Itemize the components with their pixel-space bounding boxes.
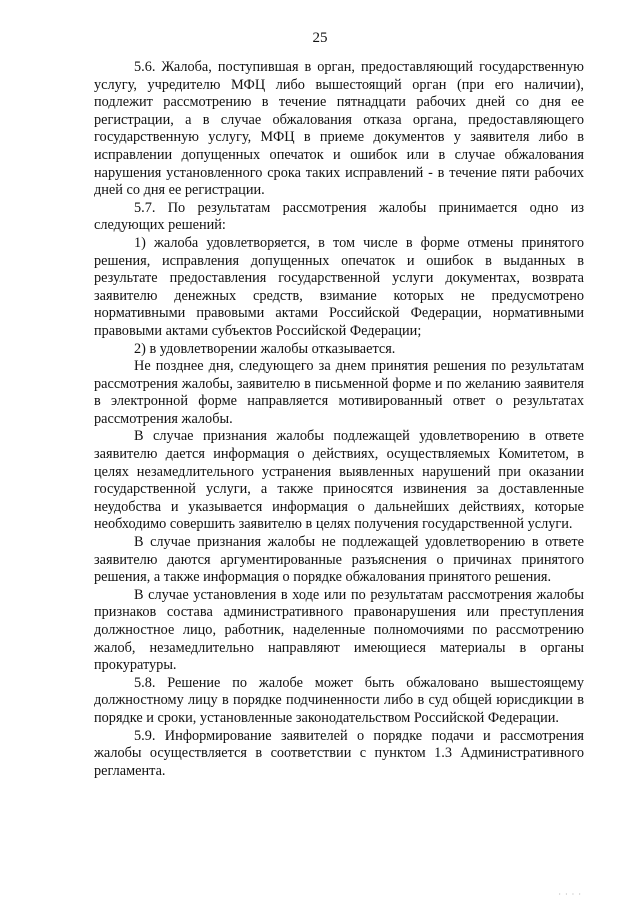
paragraph-5-7: 5.7. По результатам рассмотрения жалобы принимается одно из следующих решений:: [94, 199, 584, 234]
document-body: [94, 59, 584, 780]
paragraph-complaint-rejected: В случае признания жалобы не подлежащей удовлетворению в ответе заявителю даются аргументированные разъяснения о причинах принятого решения, а также информация о порядке обжалования принятого решения.: [94, 534, 584, 586]
paragraph-response-deadline: Не позднее дня, следующего за днем принятия решения по результатам рассмотрения жалобы, заявителю в письменной форме и по желанию заявителя в электронной форме направляется мотивированный ответ о результатах рассмотрения жалобы.: [94, 358, 584, 427]
paragraph-5-8: 5.8. Решение по жалобе может быть обжаловано вышестоящему должностному лицу в порядке подчиненности либо в суд общей юрисдикции в порядке и сроки, установленные законодательством Российской Федерации.: [94, 674, 584, 726]
paragraph-5-9: 5.9. Информирование заявителей о порядке подачи и рассмотрения жалобы осуществляется в соответствии с пунктом 1.3 Административного регламента.: [94, 727, 584, 779]
paragraph-complaint-upheld: В случае признания жалобы подлежащей удовлетворению в ответе заявителю дается информация о действиях, осуществляемых Комитетом, в целях незамедлительного устранения выявленных нарушений при оказании государственной услуги, а также приносятся извинения за доставленные неудобства и указывается информация о дальнейших действиях, которые необходимо совершить заявителю в целях получения государственной услуги.: [94, 428, 584, 533]
paragraph-violations-found: В случае установления в ходе или по результатам рассмотрения жалобы признаков состава административного правонарушения или преступления должностное лицо, работник, наделенные полномочиями по рассмотрению жалоб, незамедлительно направляют имеющиеся материалы в органы прокуратуры.: [94, 586, 584, 674]
list-item-2: 2) в удовлетворении жалобы отказывается.: [134, 340, 396, 357]
scan-artifact: · · · ·: [558, 890, 582, 899]
list-item-1: 1) жалоба удовлетворяется, в том числе в форме отмены принятого решения, исправления допущенных опечаток и ошибок в выданных в результате предоставления государственной услуги документах, возврата заявителю денежных средств, взимание которых не предусмотрено нормативными правовыми актами Российской Федерации, нормативными правовыми актами субъектов Российской Федерации;: [94, 234, 584, 339]
paragraph-5-6: 5.6. Жалоба, поступившая в орган, предоставляющий государственную услугу, учредителю МФЦ либо вышестоящий орган (при его наличии), подлежит рассмотрению в течение пятнадцати рабочих дней со дня ее регистрации, а в случае обжалования отказа органа, предоставляющего государственную услугу, МФЦ в приеме документов у заявителя либо в исправлении допущенных опечаток и ошибок или в случае обжалования нарушения установленного срока таких исправлений - в течение пяти рабочих дней со дня ее регистрации.: [94, 59, 584, 199]
page-number: 25: [312, 30, 328, 46]
